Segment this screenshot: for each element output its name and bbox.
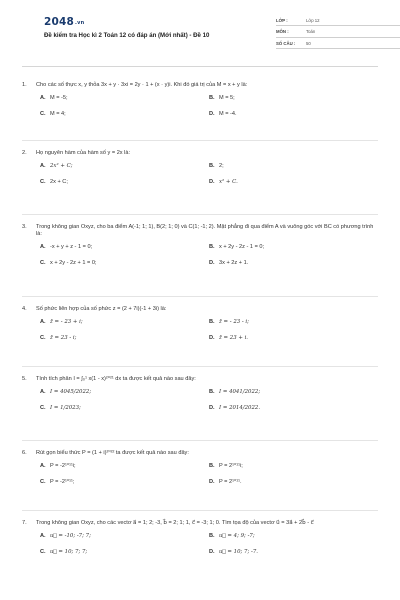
option-d[interactable]: D. x² + C. [209,178,238,185]
option-d[interactable]: D. P = 2¹⁰¹¹. [209,478,242,485]
question-6 [22,450,378,495]
options [40,319,378,351]
site-logo[interactable]: $2048^{.vn}$ [44,16,85,28]
option-d[interactable]: D. M = -4. [209,110,237,117]
question-divider [22,366,378,367]
meta-table [276,16,400,51]
options [40,533,378,565]
option-a[interactable]: A. -x + y + z - 1 = 0; [40,243,93,250]
option-d[interactable]: D. u⃗ = 10; 7; -7. [209,548,258,555]
option-b[interactable]: B. I = 4041/2022; [209,388,261,395]
option-a[interactable]: A. I = 4045/2022; [40,388,92,395]
question-number: 5. [22,376,27,382]
option-c[interactable]: C. P = -2¹⁰¹¹; [40,478,75,485]
question-divider [22,440,378,441]
question-text: Số phức liên hợp của số phức z = (2 + 7i)(-1 + 3i) là: [36,306,167,312]
option-b[interactable]: B. P = 2¹⁰¹¹i; [209,462,243,469]
option-c[interactable]: C. I = 1/2023; [40,404,81,411]
question-number: 1. [22,82,27,88]
option-b[interactable]: B. z̄ = - 23 - i; [209,318,249,325]
options [40,389,378,421]
option-a[interactable]: A. z̄ = - 23 + i; [40,318,83,325]
options [40,463,378,495]
question-text: Cho các số thực x, y thỏa 3x + y · 3xi = 2y · 1 + (x · y)i. Khi đó giá trị của M = x + y là: [36,82,248,88]
option-a[interactable]: A. M = -5; [40,94,68,101]
options [40,244,378,276]
option-a[interactable]: A. 2x² + C; [40,162,73,169]
options [40,163,378,195]
question-divider [22,296,378,297]
question-text: Trong không gian Oxyz, cho các vectơ a⃗ = 1; 2; -3, b⃗ = 2; 1; 1, c⃗ = -3; 1; 0. Tìm tọa độ của vectơ u⃗ = 3a⃗ + 2b⃗ - c⃗ [36,520,314,526]
option-b[interactable]: B. x + 2y - 2z - 1 = 0; [209,243,265,250]
option-a[interactable]: A. u⃗ = -10; -7; 7; [40,532,91,539]
question-text: Trong không gian Oxyz, cho ba điểm A(-1; 1; 1), B(2; 1; 0) và C(1; -1; 2). Mặt phẳng đi qua điểm A và vuông góc với BC có phương trình là: [36,224,374,237]
options [40,95,378,127]
meta-key: LỚP : [276,17,288,23]
meta-value: 50 [306,40,311,46]
question-text: Rút gọn biểu thức P = (1 + i)²⁰²² ta được kết quả nào sau đây: [36,450,189,456]
document-title: Đề kiểm tra Học kì 2 Toán 12 có đáp án (Mới nhất) - Đề 10 [44,32,210,39]
option-b[interactable]: B. M = 5; [209,94,235,101]
option-d[interactable]: D. z̄ = 23 + i. [209,334,249,341]
meta-key: MÔN : [276,29,289,35]
question-number: 6. [22,450,27,456]
question-number: 7. [22,520,27,526]
header-divider [22,66,378,67]
option-c[interactable]: C. u⃗ = 10; 7; 7; [40,548,88,555]
question-number: 2. [22,150,27,156]
option-d[interactable]: D. 3x + 2z + 1. [209,259,249,266]
question-number: 3. [22,224,27,230]
meta-row-class [276,16,400,26]
meta-value: Lớp 12 [306,17,320,23]
option-b[interactable]: B. 2; [209,162,224,169]
question-4 [22,306,378,351]
option-c[interactable]: C. z̄ = 23 - i; [40,334,77,341]
option-c[interactable]: C. 2x + C; [40,178,68,185]
option-b[interactable]: B. u⃗ = 4; 9; -7; [209,532,255,539]
question-text: Tính tích phân I = ∫₀¹ x(1 - x)²⁰²¹ dx ta được kết quả nào sau đây: [36,376,196,382]
question-divider [22,510,378,511]
option-d[interactable]: D. I = 2014/2022. [209,404,261,411]
question-1 [22,82,378,127]
question-divider [22,140,378,141]
question-number: 4. [22,306,27,312]
question-text: Họ nguyên hàm của hàm số y = 2x là: [36,150,131,156]
meta-row-subject [276,28,400,38]
meta-key: SỐ CÂU : [276,40,296,46]
question-5 [22,376,378,421]
meta-row-count [276,39,400,49]
option-c[interactable]: C. M = 4; [40,110,66,117]
question-2 [22,150,378,195]
meta-value: Toán [306,29,316,35]
question-divider [22,214,378,215]
question-3 [22,224,378,276]
option-a[interactable]: A. P = -2¹⁰¹¹i; [40,462,76,469]
question-7 [22,520,378,565]
header [22,0,378,68]
option-c[interactable]: C. x + 2y - 2z + 1 = 0; [40,259,97,266]
